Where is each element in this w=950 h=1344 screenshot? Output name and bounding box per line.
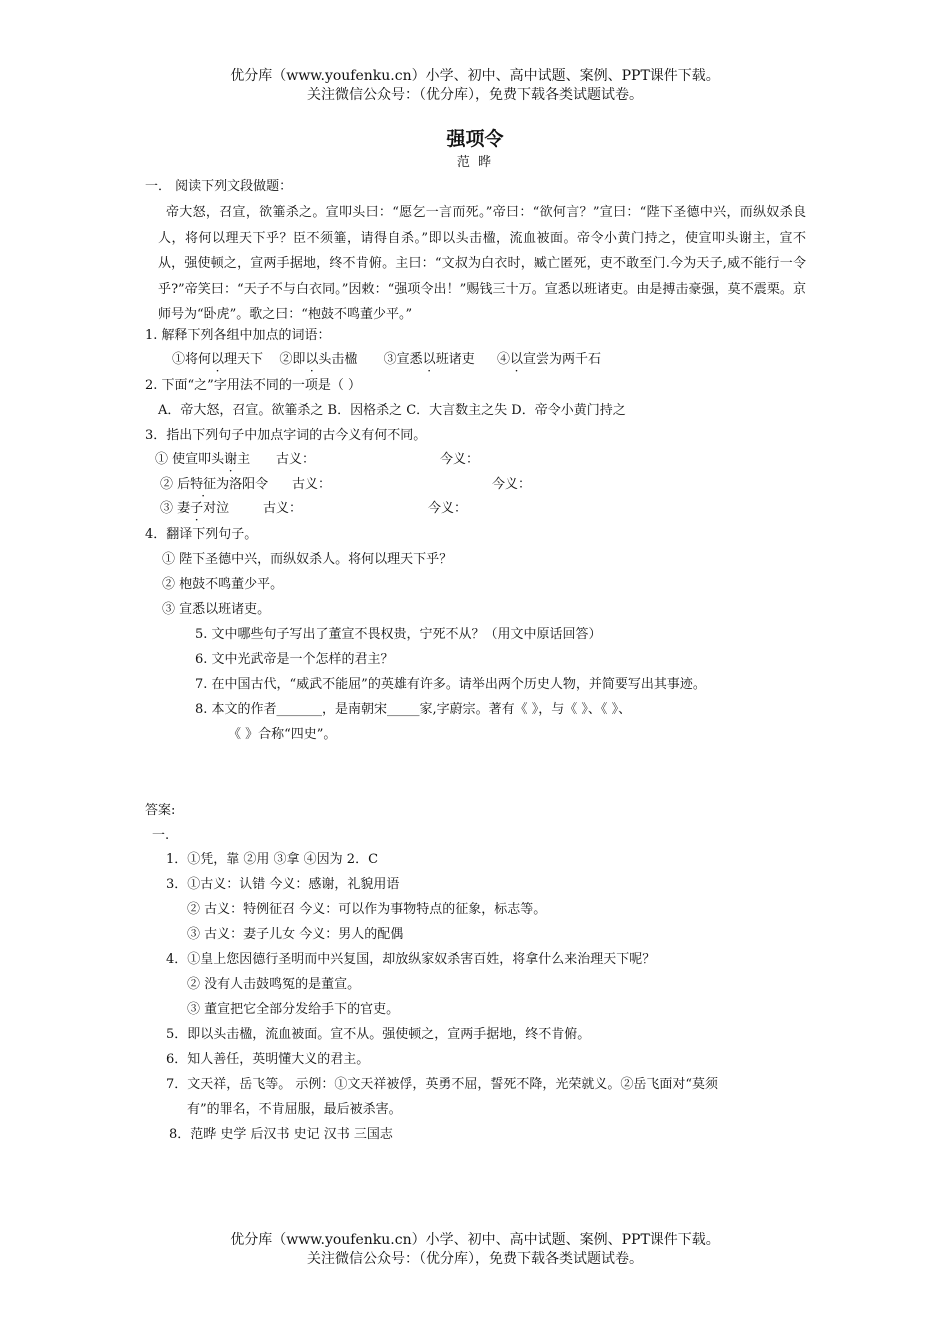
q3-item-2: ② 后特征为洛阳令 (160, 477, 269, 492)
author: 范 晔 (456, 155, 494, 170)
answer-4-2: ② 没有人击鼓鸣冤的是董宣。 (187, 977, 361, 992)
q3-item-3-jin: 今义： (428, 501, 468, 516)
answers-section: 一. (152, 828, 170, 843)
answer-1-2: 1．①凭，靠 ②用 ③拿 ④因为 2．C (166, 852, 379, 867)
q1-item-d: ④以宣尝为两千石 (496, 352, 602, 367)
question-1-items (172, 351, 601, 369)
question-7: 7. 在中国古代，“威武不能屈”的英雄有许多。请举出两个历史人物，并简要写出其事迹。 (195, 677, 706, 692)
q3-item-1: ① 使宣叩头谢主 (155, 452, 251, 467)
page-title: 强项令 (446, 128, 504, 150)
question-5: 5. 文中哪些句子写出了董宣不畏权贵，宁死不从？（用文中原话回答） (195, 627, 602, 642)
question-3-stem: 3．指出下列句子中加点字词的古今义有何不同。 (145, 428, 427, 443)
passage-text: 帝大怒，召宣，欲箠杀之。宣叩头曰：“愿乞一言而死。”帝曰：“欲何言？”宣曰：“陛下圣德中兴，而纵奴杀良人，将何以理天下乎？臣不须箠，请得自杀。”即以头击楹，流血被面。帝令小黄门持之，使宣叩头谢主，宣不从，强使顿之，宣两手据地，终不肯俯。主曰：“文叔为白衣时，臧亡匿死，吏不敢至门.今为天子,威不能行一令乎?”帝笑曰：“天子不与白衣同。”因敕：“强项令出！”赐钱三十万。宣悉以班诸吏。由是搏击豪强，莫不震栗。京师号为“卧虎”。歌之曰：“枹鼓不鸣董少平。” (158, 205, 806, 322)
answers-label: 答案: (145, 803, 176, 818)
q3-item-1-gu: 古义： (276, 452, 316, 467)
q1-item-c: ③宣悉以班诸吏 (383, 352, 475, 367)
header-line-1: 优分库（www.youfenku.cn）小学、初中、高中试题、案例、PPT课件下载。 (230, 68, 720, 84)
answer-4-1: 4．①皇上您因德行圣明而中兴复国，却放纵家奴杀害百姓，将拿什么来治理天下呢？ (166, 952, 656, 967)
question-2-stem: 2. 下面“之”字用法不同的一项是（ ） (145, 378, 361, 393)
footer-line-1: 优分库（www.youfenku.cn）小学、初中、高中试题、案例、PPT课件下载。 (230, 1232, 720, 1248)
answer-3-2: ② 古义：特例征召 今义：可以作为事物特点的征象，标志等。 (187, 902, 547, 917)
footer-line-2: 关注微信公众号：（优分库），免费下载各类试题试卷。 (307, 1251, 643, 1267)
answer-7-line-2: 有”的罪名，不肯屈服，最后被杀害。 (187, 1102, 402, 1117)
q3-item-2-jin: 今义： (492, 477, 532, 492)
answer-8: 8．范晔 史学 后汉书 史记 汉书 三国志 (169, 1127, 393, 1142)
answer-5: 5．即以头击楹，流血被面。宣不从。强使顿之，宣两手据地，终不肯俯。 (166, 1027, 591, 1042)
answer-3-1: 3．①古义：认错 今义：感谢，礼貌用语 (166, 877, 400, 892)
q1-item-b: ②即以头击楹 (279, 352, 358, 367)
question-4-stem: 4．翻译下列句子。 (145, 527, 258, 542)
answer-4-3: ③ 董宣把它全部分发给手下的官吏。 (187, 1002, 400, 1017)
q1-item-a: ①将何以理天下 (172, 352, 264, 367)
question-6: 6. 文中光武帝是一个怎样的君主？ (195, 652, 394, 667)
question-8-line-2: 《 》合称“四史”。 (228, 727, 337, 742)
header-line-2: 关注微信公众号：（优分库），免费下载各类试题试卷。 (307, 87, 643, 103)
q4-sentence-1: ① 陛下圣德中兴，而纵奴杀人。将何以理天下乎？ (162, 552, 453, 567)
question-1-stem: 1. 解释下列各组中加点的词语： (145, 328, 331, 343)
passage (158, 200, 806, 328)
q4-sentence-3: ③ 宣悉以班诸吏。 (162, 602, 271, 617)
question-2-options: A．帝大怒，召宣。欲箠杀之 B．因格杀之 C．大言数主之失 D．帝令小黄门持之 (158, 403, 626, 418)
answer-3-3: ③ 古义：妻子儿女 今义：男人的配偶 (187, 927, 404, 942)
q3-item-1-jin: 今义： (440, 452, 480, 467)
q3-item-3: ③ 妻子对泣 (160, 501, 230, 516)
q3-item-2-gu: 古义： (292, 477, 332, 492)
answer-6: 6．知人善任，英明懂大义的君主。 (166, 1052, 370, 1067)
q3-item-3-gu: 古义： (263, 501, 303, 516)
answer-7-line-1: 7．文天祥，岳飞等。 示例：①文天祥被俘，英勇不屈，誓死不降，光荣就义。②岳飞面对“莫须 (166, 1077, 719, 1092)
q4-sentence-2: ② 枹鼓不鸣董少平。 (162, 577, 284, 592)
question-8-line-1: 8. 本文的作者_______，是南朝宋_____家,字蔚宗。著有《 》，与《 》、《 》、 (195, 702, 632, 717)
section-heading: 一． 阅读下列文段做题： (145, 179, 293, 194)
